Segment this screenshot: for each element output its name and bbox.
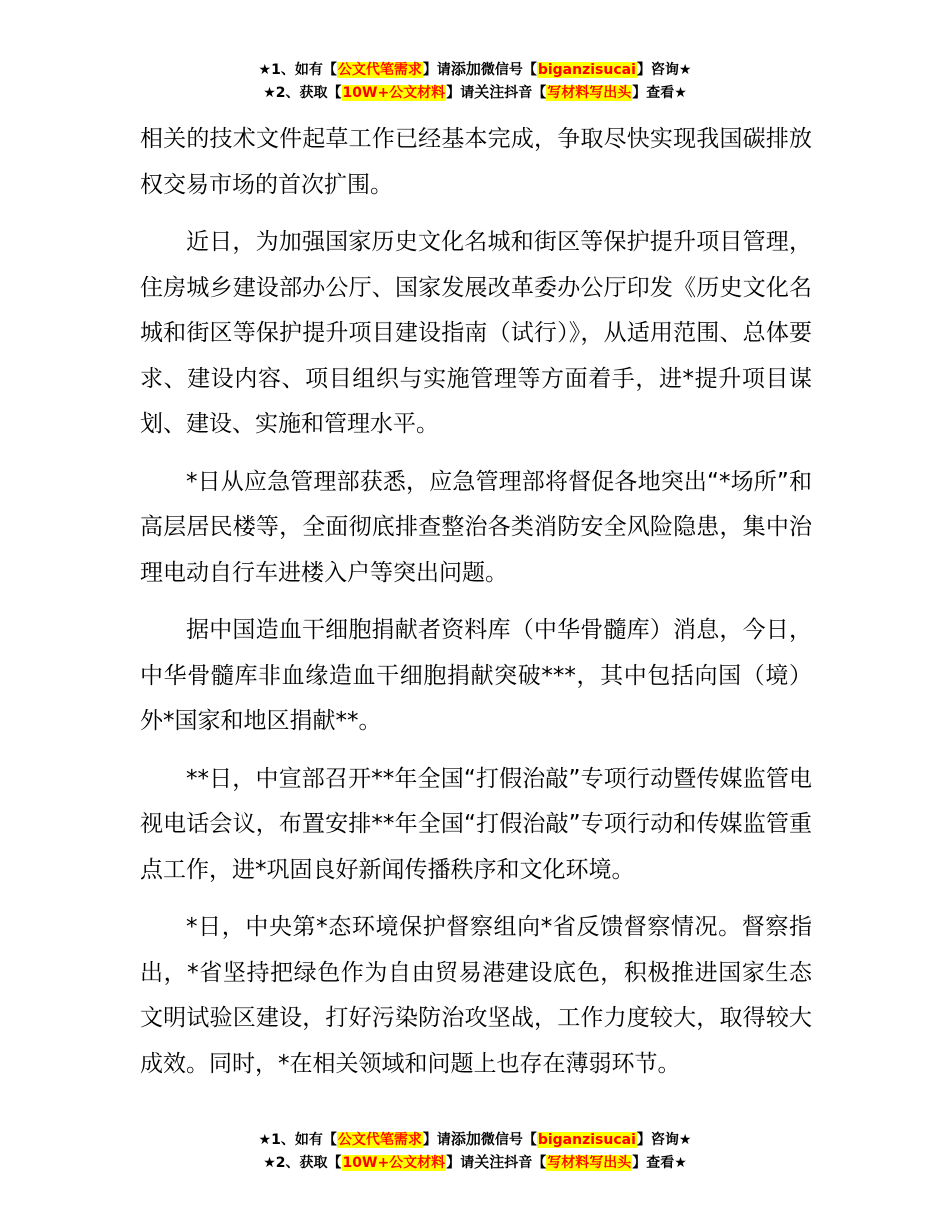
banner-line-1-end: 咨询★ [650,1132,692,1148]
paragraph-heritage-city: 近日，为加强国家历史文化名城和街区等保护提升项目管理，住房城乡建设部办公厅、国家发展改革委办公厅印发《历史文化名城和街区等保护提升项目建设指南（试行）》，从适用范围、总体要求、建设内容、项目组织与实施管理等方面着手，进*提升项目谋划、建设、实施和管理水平。 [140,229,812,437]
banner-line-2-mid-c: 抖音 [504,85,533,101]
highlight-douyin-account: 写材料写出头 [547,1155,632,1171]
bracket-open: 【 [322,1132,337,1148]
banner-line-1-mid-c: 微信号 [480,62,523,78]
bracket-open: 【 [522,1132,537,1148]
banner-line-1-prefix: ★1、如有 [258,1132,323,1148]
bracket-open: 【 [532,1155,547,1171]
banner-line-2-mid-b: 关注 [474,83,505,101]
paragraph-fire-safety: *日从应急管理部获悉，应急管理部将督促各地突出“*场所”和高层居民楼等，全面彻底排查整治各类消防安全风险隐患，集中治理电动自行车进楼入户等突出问题。 [140,468,812,586]
banner-line-2-end: 查看★ [646,1155,687,1171]
bracket-close: 】 [636,1132,651,1148]
banner-line-2-mid-c: 抖音 [504,1155,533,1171]
banner-line-1 [0,1128,950,1151]
bracket-close: 】 [632,85,647,101]
banner-line-2 [0,1151,950,1174]
banner-line-2-prefix: ★2、获取 [263,85,328,101]
document-body [140,117,812,1099]
bracket-open: 【 [327,1155,342,1171]
bracket-close: 】 [446,85,461,101]
bracket-close: 】 [422,1132,437,1148]
paragraph-continuation: 相关的技术文件起草工作已经基本完成，争取尽快实现我国碳排放权交易市场的首次扩围。 [140,126,812,198]
bracket-open: 【 [327,85,342,101]
header-banner [0,58,950,104]
highlight-ghostwriting: 公文代笔需求 [337,1132,422,1148]
highlight-wechat-id: biganzisucai [537,62,636,78]
banner-line-2-mid-a: 请 [460,85,475,101]
banner-line-2-mid-b: 关注 [474,1153,505,1171]
highlight-douyin-account: 写材料写出头 [547,85,632,101]
bracket-close: 】 [632,1155,647,1171]
highlight-materials: 10W+公文材料 [342,1155,446,1171]
banner-line-2-mid-a: 请 [460,1155,475,1171]
banner-line-1-mid-b: 添加 [450,1130,481,1148]
highlight-ghostwriting: 公文代笔需求 [337,62,422,78]
banner-line-1-mid-a: 请 [436,62,451,78]
banner-line-2 [0,81,950,104]
highlight-wechat-id: biganzisucai [537,1132,636,1148]
banner-line-1-mid-a: 请 [436,1132,451,1148]
bracket-open: 【 [522,62,537,78]
banner-line-1-mid-c: 微信号 [480,1132,523,1148]
bracket-close: 】 [636,62,651,78]
bracket-open: 【 [532,85,547,101]
bracket-close: 】 [422,62,437,78]
paragraph-anti-fake-news: **日，中宣部召开**年全国“打假治敲”专项行动暨传媒监管电视电话会议，布置安排**年全国“打假治敲”专项行动和传媒监管重点工作，进*巩固良好新闻传播秩序和文化环境。 [140,765,812,883]
banner-line-1-mid-b: 添加 [450,60,481,78]
bracket-close: 】 [446,1155,461,1171]
footer-banner [0,1128,950,1174]
paragraph-environment-inspection: *日，中央第*态环境保护督察组向*省反馈督察情况。督察指出，*省坚持把绿色作为自由贸易港建设底色，积极推进国家生态文明试验区建设，打好污染防治攻坚战，工作力度较大，取得较大成效。同时，*在相关领域和问题上也存在薄弱环节。 [140,914,812,1077]
paragraph-bone-marrow: 据中国造血干细胞捐献者资料库（中华骨髓库）消息，今日，中华骨髓库非血缘造血干细胞捐献突破***，其中包括向国（境）外*国家和地区捐献**。 [140,617,812,734]
banner-line-1-end: 咨询★ [650,62,692,78]
banner-line-2-prefix: ★2、获取 [263,1155,328,1171]
banner-line-2-end: 查看★ [646,85,687,101]
bracket-open: 【 [322,62,337,78]
banner-line-1 [0,58,950,81]
banner-line-1-prefix: ★1、如有 [258,62,323,78]
highlight-materials: 10W+公文材料 [342,85,446,101]
